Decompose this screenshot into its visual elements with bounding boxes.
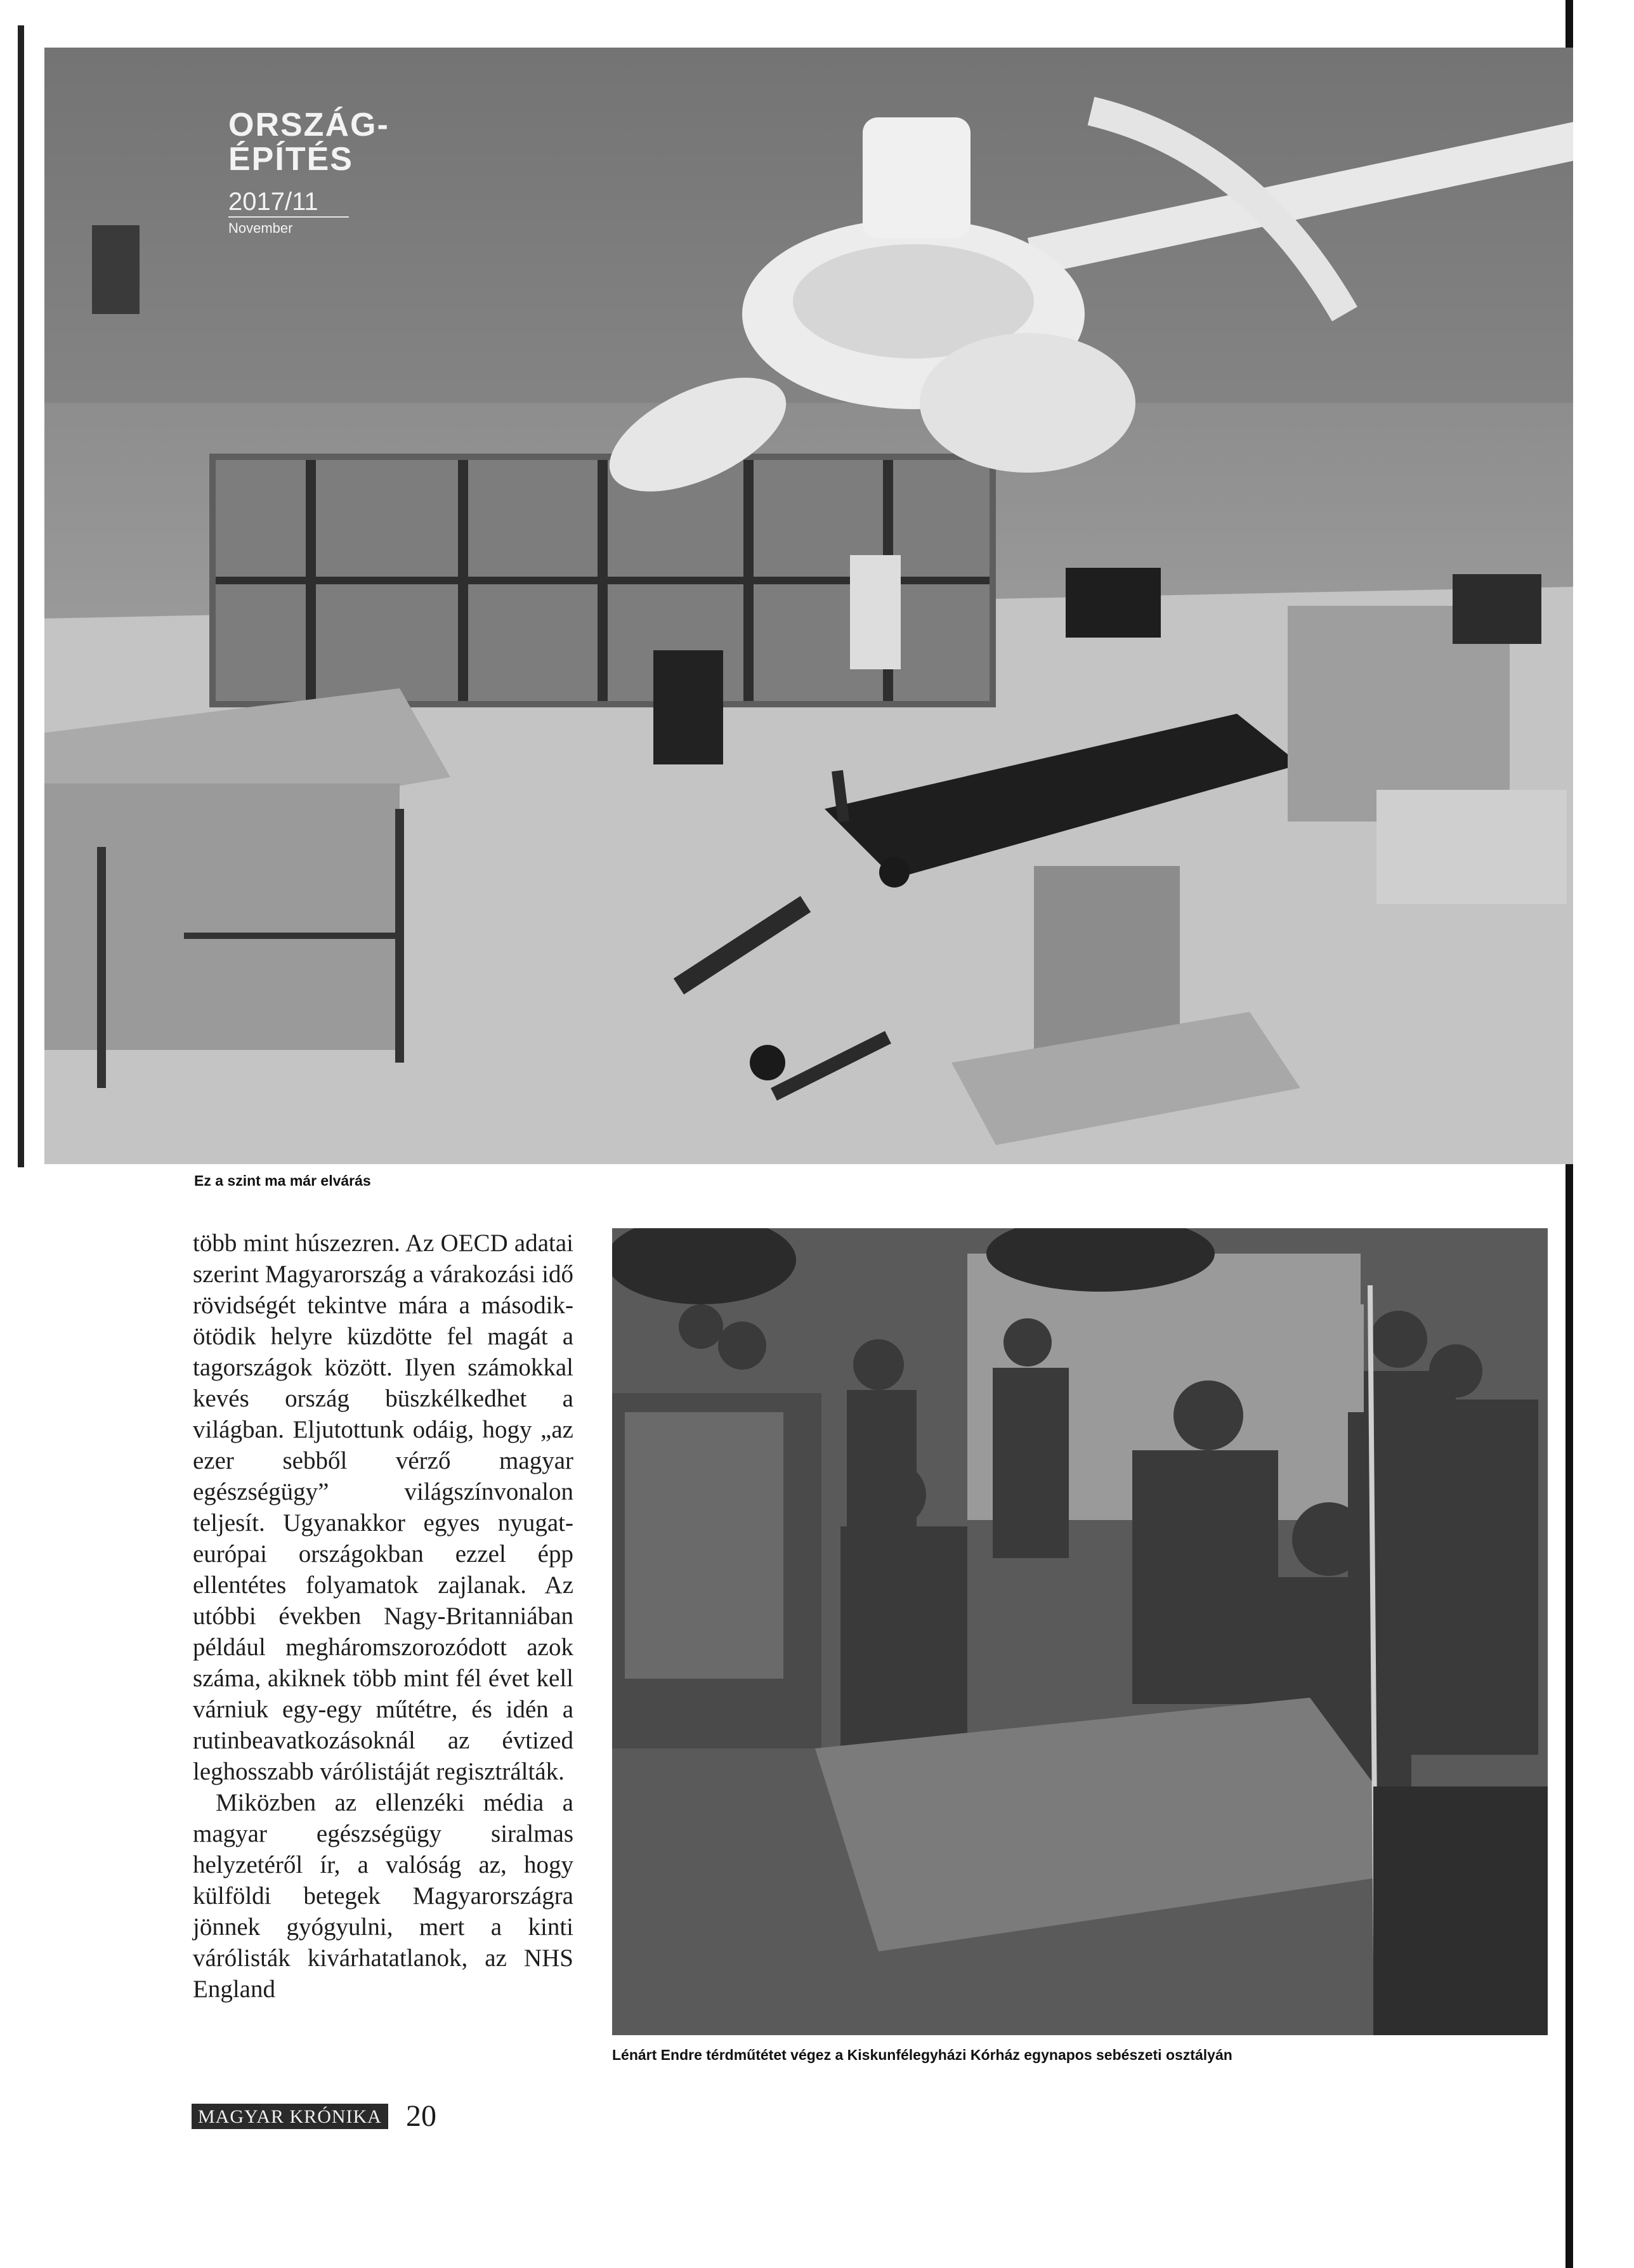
masthead <box>228 108 389 237</box>
operating-room-photo <box>44 48 1573 1164</box>
article-paragraph: Miközben az ellenzéki média a magyar egészségügy siralmas helyzetéről ír, a valóság az, hogy külföldi betegek Magyarországra jönnek gyógyulni, mert a kinti várólisták kivárhatatlanok, az NHS England <box>193 1789 573 2003</box>
issue-number: 2017/11 <box>228 188 318 216</box>
article-body <box>193 1228 573 2005</box>
issue-month: November <box>228 216 349 237</box>
surgery-illustration <box>612 1228 1548 2035</box>
page-edge-left <box>18 25 24 1167</box>
masthead-line2: ÉPÍTÉS <box>228 141 353 178</box>
article-paragraph: több mint húszezren. Az OECD adatai szerint Magyarország a várakozási idő rövidségét tekintve mára a második-ötödik helyre küzdötte fel magát a tagországok között. Ilyen számokkal kevés ország büszkélkedhet a világban. Eljutottunk odáig, hogy „az ezer sebből vérző magyar egészségügy” világszínvonalon teljesít. Ugyanakkor egyes nyugat-európai országokban ezzel épp ellentétes folyamatok zajlanak. Az utóbbi években Nagy-Britanniában például megháromszorozódott azok száma, akiknek több mint fél évet kell várniuk egy-egy műtétre, és idén a rutinbeavatkozásoknál az évtized leghosszabb várólistáját regisztrálták. <box>193 1229 573 1785</box>
surgery-photo <box>612 1228 1548 2035</box>
hero-photo-caption: Ez a szint ma már elvárás <box>194 1172 371 1189</box>
wall-vent <box>92 225 140 314</box>
page-number: 20 <box>406 2099 436 2133</box>
masthead-line1: ORSZÁG- <box>228 107 389 143</box>
instrument-cart <box>44 688 450 1088</box>
publication-logo: MAGYAR KRÓNIKA <box>192 2104 388 2129</box>
surgery-photo-caption: Lénárt Endre térdműtétet végez a Kiskunfélegyházi Kórház egynapos sebészeti osztályán <box>612 2047 1232 2063</box>
